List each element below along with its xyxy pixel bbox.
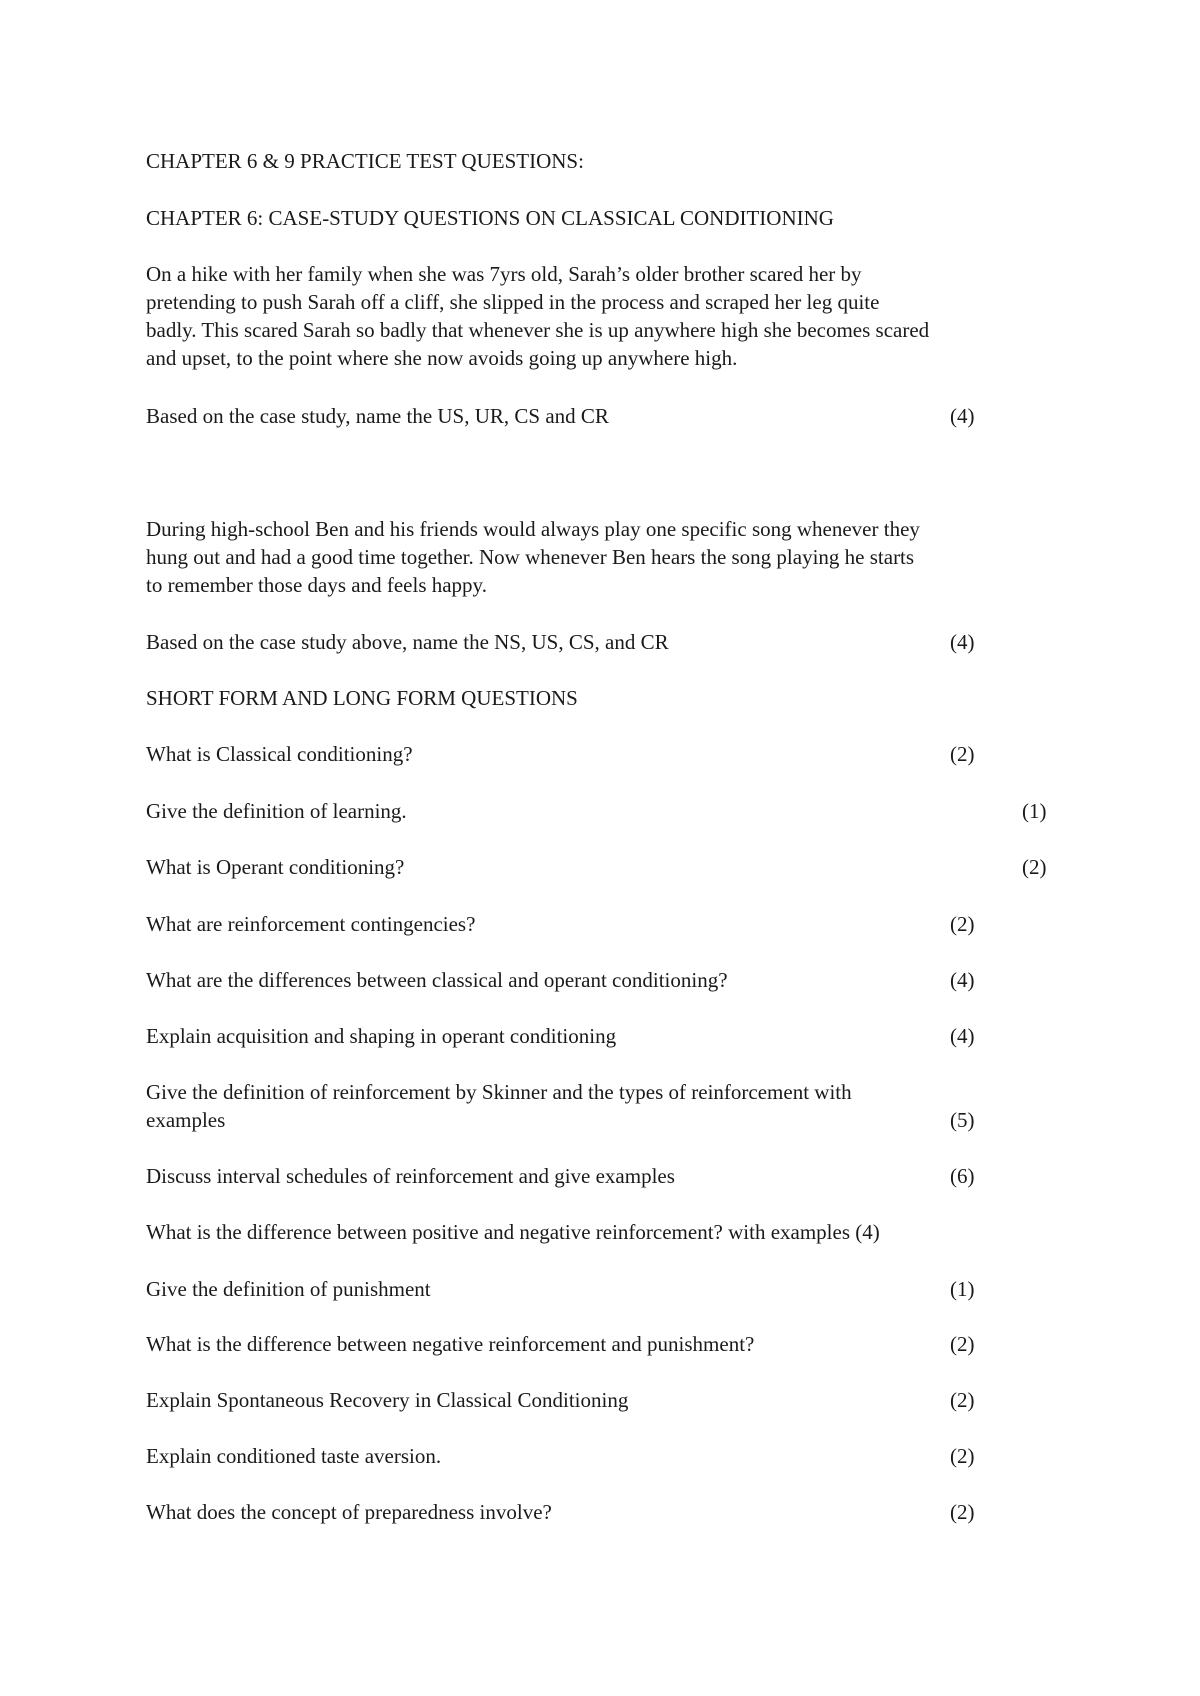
question-marks: (2) [1022,855,1047,879]
section-heading-case-study: CHAPTER 6: CASE-STUDY QUESTIONS ON CLASSICAL CONDITIONING [146,206,834,230]
case-study-2 [146,515,1066,599]
case-study-1-marks: (4) [950,404,975,428]
case-study-1-question: Based on the case study, name the US, UR, CS and CR [146,404,609,428]
question-marks: (4) [950,1024,975,1048]
question: What is Classical conditioning? [146,742,413,766]
question: Give the definition of reinforcement by Skinner and the types of reinforcement with [146,1080,852,1104]
question-continuation: examples [146,1108,226,1132]
question-marks: (6) [950,1164,975,1188]
question: Give the definition of punishment [146,1277,431,1301]
question-marks: (4) [950,968,975,992]
question: What is Operant conditioning? [146,855,405,879]
case-study-2-line: hung out and had a good time together. Now whenever Ben hears the song playing he starts [146,545,915,569]
question: What does the concept of preparedness involve? [146,1500,552,1524]
question: Explain Spontaneous Recovery in Classical Conditioning [146,1388,629,1412]
case-study-1-line: and upset, to the point where she now avoids going up anywhere high. [146,346,738,370]
question: Give the definition of learning. [146,799,407,823]
question: Discuss interval schedules of reinforcement and give examples [146,1164,675,1188]
case-study-2-question: Based on the case study above, name the NS, US, CS, and CR [146,630,669,654]
case-study-1-line: On a hike with her family when she was 7yrs old, Sarah’s older brother scared her by [146,262,862,286]
page-title: CHAPTER 6 & 9 PRACTICE TEST QUESTIONS: [146,149,584,173]
question-marks: (1) [950,1277,975,1301]
question: Explain acquisition and shaping in operant conditioning [146,1024,617,1048]
question-marks: (5) [950,1108,975,1132]
case-study-1-line: pretending to push Sarah off a cliff, she slipped in the process and scraped her leg quite [146,290,880,314]
case-study-1-line: badly. This scared Sarah so badly that whenever she is up anywhere high she becomes scared [146,318,930,342]
section-heading-short-long: SHORT FORM AND LONG FORM QUESTIONS [146,686,578,710]
question: What is the difference between positive and negative reinforcement? with examples (4) [146,1220,880,1244]
case-study-2-line: to remember those days and feels happy. [146,573,487,597]
question-marks: (2) [950,1500,975,1524]
question-marks: (2) [950,1388,975,1412]
question-marks: (2) [950,742,975,766]
question-marks: (2) [950,1444,975,1468]
question: What are the differences between classical and operant conditioning? [146,968,728,992]
question: Explain conditioned taste aversion. [146,1444,442,1468]
question: What is the difference between negative reinforcement and punishment? [146,1332,755,1356]
case-study-2-marks: (4) [950,630,975,654]
question-marks: (1) [1022,799,1047,823]
question: What are reinforcement contingencies? [146,912,476,936]
case-study-1 [146,260,1066,372]
question-marks: (2) [950,1332,975,1356]
question-marks: (2) [950,912,975,936]
case-study-2-line: During high-school Ben and his friends would always play one specific song whenever they [146,517,920,541]
